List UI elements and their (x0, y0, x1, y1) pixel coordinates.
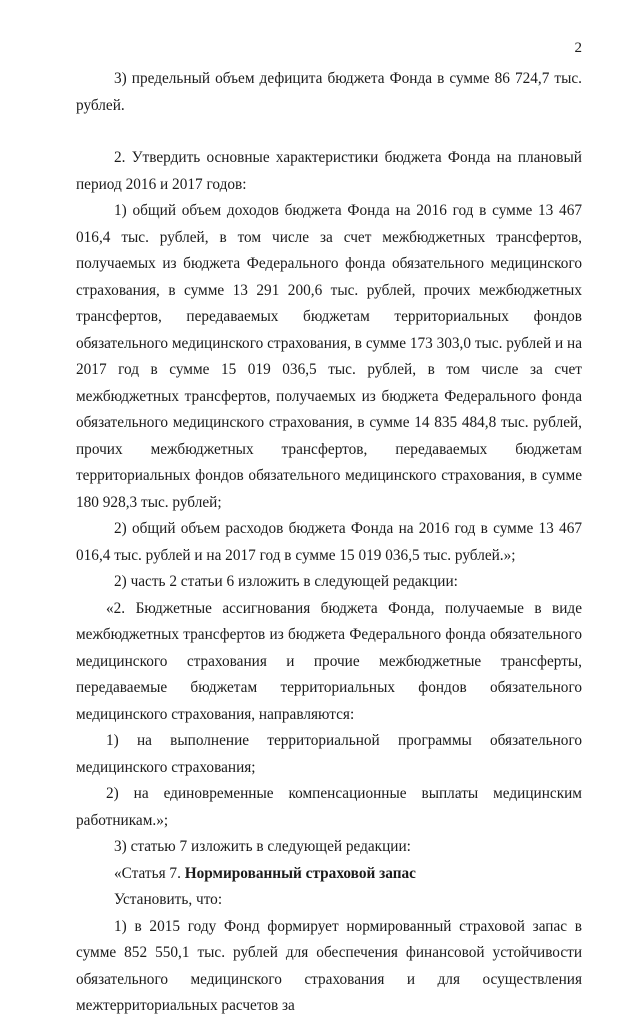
paragraph-establish: Установить, что: (114, 891, 223, 908)
article-7-prefix: «Статья 7. (114, 864, 185, 882)
paragraph-planning-period: 2. Утвердить основные характеристики бюджета Фонда на плановый период 2016 и 2017 годов: (76, 149, 582, 193)
paragraph-budget-allocations: «2. Бюджетные ассигнования бюджета Фонда, получаемые в виде межбюджетных трансфертов из бюджета Федерального фонда обязательного медицинского страхования и прочие межбюджетные трансферты, передаваемые бюджетам территориальных фондов обязательного медицинского страхования, направляются: (76, 599, 582, 723)
paragraph-territorial-program: 1) на выполнение территориальной программы обязательного медицинского страхования; (76, 732, 582, 776)
paragraph-article-6-amendment: 2) часть 2 статьи 6 изложить в следующей редакции: (114, 573, 458, 590)
paragraph-total-income: 1) общий объем доходов бюджета Фонда на 2016 год в сумме 13 467 016,4 тыс. рублей, в том числе за счет межбюджетных трансфертов, получаемых из бюджета Федерального фонда обязательного медицинского страхования, в сумме 13 291 200,6 тыс. рублей, прочих межбюджетных трансфертов, передаваемых бюджетам территориальных фондов обязательного медицинского страхования, в сумме 173 303,0 тыс. рублей и на 2017 год в сумме 15 019 036,5 тыс. рублей, в том числе за счет межбюджетных трансфертов, получаемых из бюджета Федерального фонда обязательного медицинского страхования, в сумме 14 835 484,8 тыс. рублей, прочих межбюджетных трансфертов, передаваемых бюджетам территориальных фондов обязательного медицинского страхования, в сумме 180 928,3 тыс. рублей; (76, 202, 582, 511)
paragraph-insurance-reserve: 1) в 2015 году Фонд формирует нормированный страховой запас в сумме 852 550,1 тыс. рублей для обеспечения финансовой устойчивости обязательного медицинского страхования и для осуществления межтерриториальных расчетов за (76, 917, 582, 1014)
paragraph-article-7-amendment: 3) статью 7 изложить в следующей редакции: (114, 838, 411, 855)
document-body (76, 66, 582, 1020)
paragraph-compensation-payments: 2) на единовременные компенсационные выплаты медицинским работникам.»; (76, 785, 582, 829)
paragraph-deficit: 3) предельный объем дефицита бюджета Фонда в сумме 86 724,7 тыс. рублей. (76, 70, 582, 114)
paragraph-total-expenses: 2) общий объем расходов бюджета Фонда на 2016 год в сумме 13 467 016,4 тыс. рублей и на 2017 год в сумме 15 019 036,5 тыс. рублей.»; (76, 520, 582, 564)
paragraph-article-7-heading (76, 861, 582, 888)
page-number: 2 (574, 40, 582, 56)
article-7-title: Нормированный страховой запас (184, 864, 416, 882)
